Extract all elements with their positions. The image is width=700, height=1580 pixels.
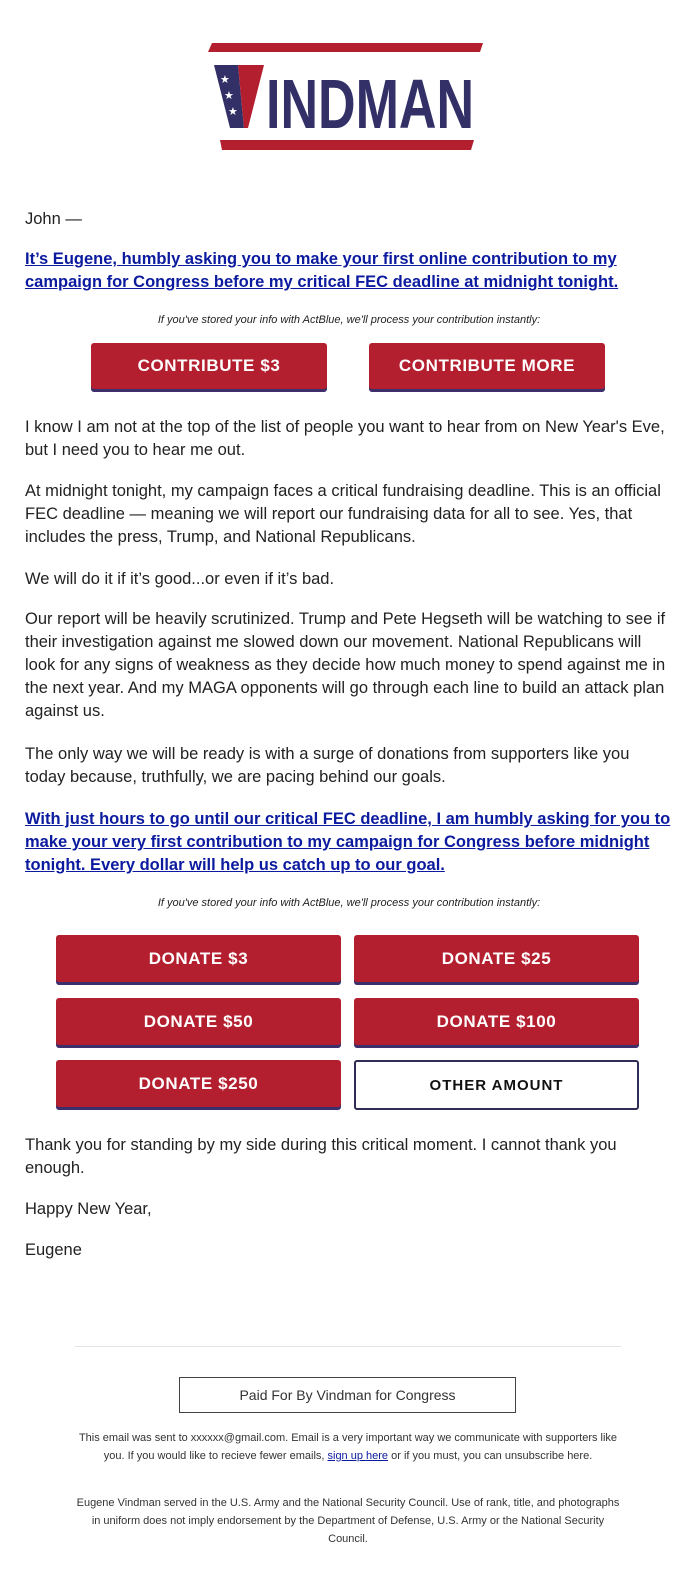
paragraph-3: We will do it if it’s good...or even if it’s bad. xyxy=(25,570,335,588)
donate-250-button[interactable]: DONATE $250 xyxy=(56,1060,341,1107)
svg-text:★: ★ xyxy=(228,105,238,118)
svg-text:★: ★ xyxy=(224,89,234,102)
paragraph-4: Our report will be heavily scrutinized. Trump and Pete Hegseth will be watching to see if their investigation against me slowed down our movement. National Republicans will look for any signs of weakness as they decide how much money to spend against me in the next year. And my MAGA opponents will go through each line to build an attack plan against us. xyxy=(25,610,666,720)
paid-for-box: Paid For By Vindman for Congress xyxy=(179,1377,516,1413)
sign-off: Happy New Year, xyxy=(25,1200,152,1218)
paragraph-2: At midnight tonight, my campaign faces a critical fundraising deadline. This is an official FEC deadline — meaning we will report our fundraising data for all to see. Yes, that includes the press, Trump, and National Republicans. xyxy=(25,482,661,546)
other-amount-button[interactable]: OTHER AMOUNT xyxy=(354,1060,639,1110)
logo-wordmark: INDMAN xyxy=(266,65,474,143)
signature: Eugene xyxy=(25,1241,82,1259)
actblue-note: If you've stored your info with ActBlue, we'll process your contribution instantly: xyxy=(157,314,541,326)
donate-100-button[interactable]: DONATE $100 xyxy=(354,998,639,1045)
donate-25-button[interactable]: DONATE $25 xyxy=(354,935,639,982)
footer-disclaimer: Eugene Vindman served in the U.S. Army and the National Security Council. Use of rank, title, and photographs in uniform does not imply endorsement by the Department of Defense, U.S. Army or the National Security Council. xyxy=(76,1497,620,1545)
lead-link-2[interactable]: With just hours to go until our critical FEC deadline, I am humbly asking for you to make your very first contribution to my campaign for Congress before midnight tonight. Every dollar will help us catch up to our goal. xyxy=(25,810,671,874)
closing-paragraph: Thank you for standing by my side during this critical moment. I cannot thank you enough. xyxy=(25,1136,617,1177)
unsubscribe-text: or if you must, you can unsubscribe here. xyxy=(388,1450,593,1462)
paragraph-5: The only way we will be ready is with a surge of donations from supporters like you today because, truthfully, we are pacing behind our goals. xyxy=(25,745,630,786)
actblue-note-2: If you've stored your info with ActBlue, we'll process your contribution instantly: xyxy=(157,897,541,909)
donate-3-button[interactable]: DONATE $3 xyxy=(56,935,341,982)
contribute-more-button[interactable]: CONTRIBUTE MORE xyxy=(369,343,605,389)
sign-up-link[interactable]: sign up here xyxy=(327,1450,389,1462)
logo-graphic xyxy=(208,40,488,156)
contribute-3-button[interactable]: CONTRIBUTE $3 xyxy=(91,343,327,389)
vindman-logo xyxy=(208,40,488,156)
lead-link-1[interactable]: It’s Eugene, humbly asking you to make your first online contribution to my campaign for Congress before my critical FEC deadline at midnight tonight. xyxy=(25,250,619,291)
svg-text:★: ★ xyxy=(220,73,230,86)
footer-sent-to xyxy=(75,1429,621,1465)
greeting: John — xyxy=(25,210,82,228)
paragraph-1: I know I am not at the top of the list of people you want to hear from on New Year's Eve, but I need you to hear me out. xyxy=(25,418,665,459)
donate-50-button[interactable]: DONATE $50 xyxy=(56,998,341,1045)
footer-divider xyxy=(75,1346,621,1347)
sent-to-text: This email was sent to xxxxxx@gmail.com. Email is a very important way we communicate with supporters like you. If you would like to recieve fewer emails, xyxy=(78,1432,618,1462)
